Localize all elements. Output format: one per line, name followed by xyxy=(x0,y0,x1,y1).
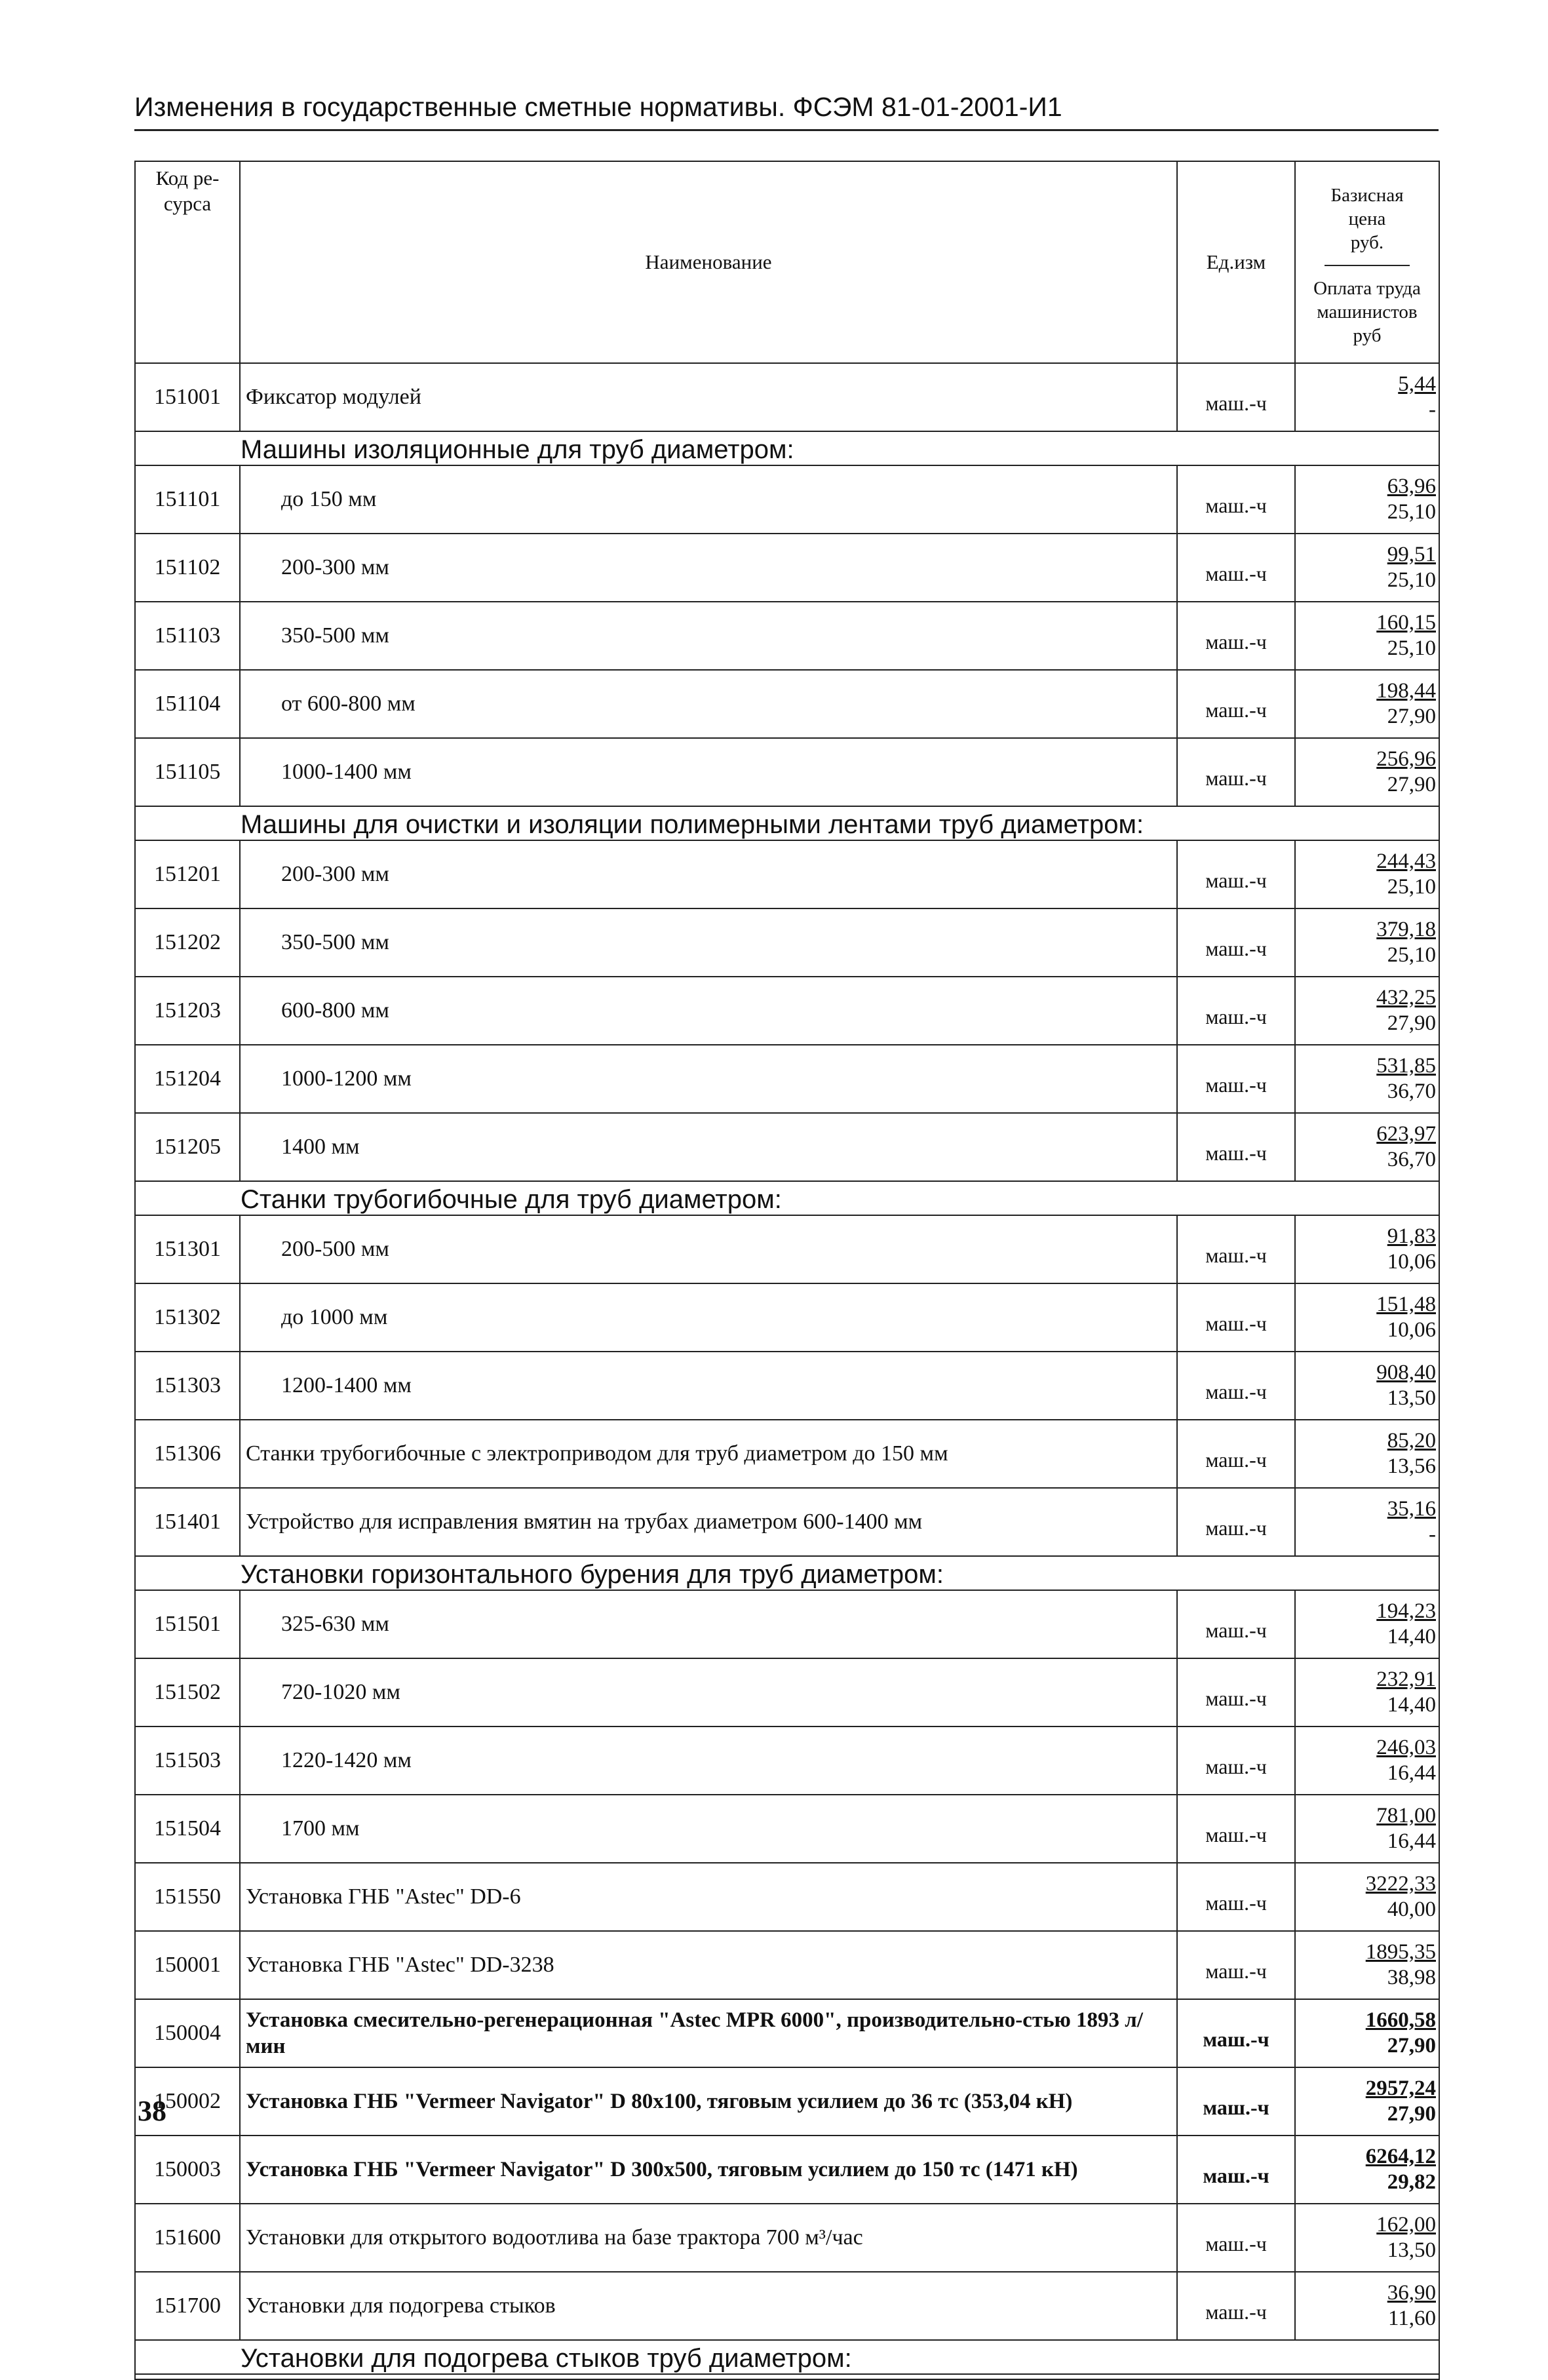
resource-unit: маш.-ч xyxy=(1177,2204,1295,2272)
resource-name: до 150 мм xyxy=(240,465,1177,534)
resource-unit: маш.-ч xyxy=(1177,1863,1295,1931)
base-price: 91,83 xyxy=(1387,1224,1436,1248)
operator-wage: - xyxy=(1429,398,1436,421)
table-row xyxy=(135,977,1439,1045)
operator-wage: 27,90 xyxy=(1387,1011,1436,1035)
base-price: 379,18 xyxy=(1376,918,1436,941)
base-price: 162,00 xyxy=(1376,2213,1436,2236)
page-number: 38 xyxy=(138,2095,166,2127)
operator-wage: 11,60 xyxy=(1387,2307,1436,2330)
resource-unit: маш.-ч xyxy=(1177,363,1295,431)
operator-wage: 13,50 xyxy=(1387,2238,1436,2262)
resource-name: Установки для открытого водоотлива на базе трактора 700 м³/час xyxy=(240,2204,1177,2272)
base-price: 232,91 xyxy=(1376,1668,1436,1691)
resource-name: до 1000 мм xyxy=(240,1283,1177,1352)
resource-name: 200-300 мм xyxy=(240,840,1177,908)
resource-name: Установка ГНБ "Vermeer Navigator" D 300x500, тяговым усилием до 150 тс (1471 кН) xyxy=(240,2136,1177,2204)
resource-code: 151205 xyxy=(135,1113,240,1181)
base-price: 36,90 xyxy=(1387,2281,1436,2305)
resource-unit: маш.-ч xyxy=(1177,670,1295,738)
resource-name: 1220-1420 мм xyxy=(240,1726,1177,1795)
column-header-code: Код ре- сурса xyxy=(135,161,240,363)
table-row xyxy=(135,2204,1439,2272)
resource-code: 151105 xyxy=(135,738,240,806)
resource-unit: маш.-ч xyxy=(1177,1045,1295,1113)
resource-name: Устройство для исправления вмятин на трубах диаметром 600-1400 мм xyxy=(240,1488,1177,1556)
resource-name: Установка ГНБ "Astec" DD-6 xyxy=(240,1863,1177,1931)
resource-price-cell xyxy=(1295,1283,1439,1352)
resource-name: от 600-800 мм xyxy=(240,670,1177,738)
operator-wage: 40,00 xyxy=(1387,1898,1436,1921)
table-row xyxy=(135,670,1439,738)
resource-unit: маш.-ч xyxy=(1177,1795,1295,1863)
resource-unit: маш.-ч xyxy=(1177,1931,1295,1999)
operator-wage: 27,90 xyxy=(1387,705,1436,728)
operator-wage: 25,10 xyxy=(1387,943,1436,967)
operator-wage: 25,10 xyxy=(1387,500,1436,524)
section-heading-row xyxy=(135,1181,1439,1215)
base-price: 3222,33 xyxy=(1365,1872,1436,1896)
section-heading: Машины для очистки и изоляции полимерными лентами труб диаметром: xyxy=(135,806,1439,840)
base-price: 908,40 xyxy=(1376,1361,1436,1384)
resource-code: 151504 xyxy=(135,1795,240,1863)
resource-unit: маш.-ч xyxy=(1177,1658,1295,1726)
resource-price-table xyxy=(134,161,1440,2380)
operator-wage: 27,90 xyxy=(1387,2034,1436,2058)
section-heading-row xyxy=(135,2340,1439,2374)
resource-name: 1200-1400 мм xyxy=(240,1352,1177,1420)
resource-code: 151301 xyxy=(135,1215,240,1283)
table-row xyxy=(135,738,1439,806)
resource-code: 151102 xyxy=(135,534,240,602)
table-row xyxy=(135,1045,1439,1113)
resource-code: 151700 xyxy=(135,2272,240,2340)
table-row xyxy=(135,1726,1439,1795)
resource-price-cell xyxy=(1295,670,1439,738)
resource-unit: маш.-ч xyxy=(1177,738,1295,806)
operator-wage: 10,06 xyxy=(1387,1250,1436,1274)
table-row xyxy=(135,1590,1439,1658)
resource-unit: маш.-ч xyxy=(1177,1215,1295,1283)
resource-unit: маш.-ч xyxy=(1177,1726,1295,1795)
resource-code: 150002 xyxy=(135,2067,240,2136)
table-row xyxy=(135,1488,1439,1556)
resource-price-cell xyxy=(1295,977,1439,1045)
resource-code: 150001 xyxy=(135,1931,240,1999)
table-row xyxy=(135,908,1439,977)
resource-price-cell xyxy=(1295,2204,1439,2272)
section-heading: Установки горизонтального бурения для труб диаметром: xyxy=(135,1556,1439,1590)
resource-price-cell xyxy=(1295,1863,1439,1931)
base-price: 244,43 xyxy=(1376,849,1436,873)
resource-code: 151101 xyxy=(135,465,240,534)
resource-code: 150004 xyxy=(135,1999,240,2067)
base-price: 1660,58 xyxy=(1365,2008,1436,2032)
resource-name: Установка ГНБ "Vermeer Navigator" D 80x100, тяговым усилием до 36 тс (353,04 кН) xyxy=(240,2067,1177,2136)
resource-price-cell xyxy=(1295,1999,1439,2067)
section-heading: Машины изоляционные для труб диаметром: xyxy=(135,431,1439,465)
resource-unit: маш.-ч xyxy=(1177,2272,1295,2340)
resource-price-cell xyxy=(1295,602,1439,670)
table-row xyxy=(135,465,1439,534)
resource-price-cell xyxy=(1295,2067,1439,2136)
operator-wage: 38,98 xyxy=(1387,1966,1436,1989)
resource-unit: маш.-ч xyxy=(1177,977,1295,1045)
resource-name: 200-500 мм xyxy=(240,1215,1177,1283)
operator-wage: 13,50 xyxy=(1387,1386,1436,1410)
column-header-operator-wage: Оплата труда машинистов руб xyxy=(1313,277,1421,347)
table-row xyxy=(135,1215,1439,1283)
table-row xyxy=(135,2136,1439,2204)
resource-code: 151503 xyxy=(135,1726,240,1795)
base-price: 160,15 xyxy=(1376,611,1436,634)
resource-name: Станки трубогибочные с электроприводом для труб диаметром до 150 мм xyxy=(240,1420,1177,1488)
resource-code: 151401 xyxy=(135,1488,240,1556)
resource-unit: маш.-ч xyxy=(1177,908,1295,977)
table-row xyxy=(135,840,1439,908)
base-price: 531,85 xyxy=(1376,1054,1436,1078)
operator-wage: 13,56 xyxy=(1387,1454,1436,1478)
resource-name: Установки для подогрева стыков xyxy=(240,2272,1177,2340)
resource-unit: маш.-ч xyxy=(1177,1420,1295,1488)
base-price: 2957,24 xyxy=(1365,2077,1436,2100)
section-heading-row xyxy=(135,1556,1439,1590)
base-price: 151,48 xyxy=(1376,1293,1436,1316)
resource-unit: маш.-ч xyxy=(1177,2067,1295,2136)
base-price: 1895,35 xyxy=(1365,1940,1436,1964)
table-row xyxy=(135,1931,1439,1999)
resource-price-cell xyxy=(1295,465,1439,534)
table-row xyxy=(135,1795,1439,1863)
table-row xyxy=(135,534,1439,602)
section-heading: Станки трубогибочные для труб диаметром: xyxy=(135,1181,1439,1215)
resource-code: 151103 xyxy=(135,602,240,670)
resource-price-cell xyxy=(1295,1420,1439,1488)
operator-wage: 27,90 xyxy=(1387,773,1436,796)
resource-name: 325-630 мм xyxy=(240,1590,1177,1658)
base-price: 99,51 xyxy=(1387,543,1436,566)
resource-unit: маш.-ч xyxy=(1177,465,1295,534)
resource-unit: маш.-ч xyxy=(1177,1999,1295,2067)
resource-name: 1700 мм xyxy=(240,1795,1177,1863)
resource-name: 1400 мм xyxy=(240,1113,1177,1181)
resource-code: 151600 xyxy=(135,2204,240,2272)
base-price: 432,25 xyxy=(1376,986,1436,1009)
operator-wage: 25,10 xyxy=(1387,636,1436,660)
resource-price-cell xyxy=(1295,2272,1439,2340)
resource-name: 720-1020 мм xyxy=(240,1658,1177,1726)
base-price: 63,96 xyxy=(1387,475,1436,498)
base-price: 35,16 xyxy=(1387,1497,1436,1521)
resource-code: 151306 xyxy=(135,1420,240,1488)
table-row xyxy=(135,1352,1439,1420)
resource-code: 151303 xyxy=(135,1352,240,1420)
column-header-unit: Ед.изм xyxy=(1177,161,1295,363)
resource-price-cell xyxy=(1295,908,1439,977)
resource-code: 151201 xyxy=(135,840,240,908)
operator-wage: 27,90 xyxy=(1387,2102,1436,2126)
table-row xyxy=(135,2067,1439,2136)
base-price: 623,97 xyxy=(1376,1122,1436,1146)
resource-price-cell xyxy=(1295,1590,1439,1658)
resource-unit: маш.-ч xyxy=(1177,534,1295,602)
operator-wage: 29,82 xyxy=(1387,2170,1436,2194)
table-row xyxy=(135,1283,1439,1352)
resource-name: Фиксатор модулей xyxy=(240,363,1177,431)
table-row xyxy=(135,2272,1439,2340)
table-row xyxy=(135,1999,1439,2067)
resource-code: 151203 xyxy=(135,977,240,1045)
resource-price-cell xyxy=(1295,2136,1439,2204)
table-end-cell xyxy=(135,2374,1439,2379)
resource-code: 151502 xyxy=(135,1658,240,1726)
resource-unit: маш.-ч xyxy=(1177,1283,1295,1352)
resource-code: 151302 xyxy=(135,1283,240,1352)
resource-name: 350-500 мм xyxy=(240,908,1177,977)
table-row xyxy=(135,602,1439,670)
base-price: 256,96 xyxy=(1376,747,1436,771)
resource-name: 1000-1400 мм xyxy=(240,738,1177,806)
page-header: Изменения в государственные сметные нормативы. ФСЭМ 81-01-2001-И1 xyxy=(134,92,1439,131)
operator-wage: 25,10 xyxy=(1387,568,1436,592)
base-price: 5,44 xyxy=(1398,372,1436,396)
resource-unit: маш.-ч xyxy=(1177,1113,1295,1181)
table-body xyxy=(135,363,1439,2379)
section-heading-row xyxy=(135,806,1439,840)
operator-wage: 36,70 xyxy=(1387,1080,1436,1103)
resource-price-cell xyxy=(1295,1726,1439,1795)
resource-code: 151104 xyxy=(135,670,240,738)
resource-name: 200-300 мм xyxy=(240,534,1177,602)
resource-name: 350-500 мм xyxy=(240,602,1177,670)
section-heading-row xyxy=(135,431,1439,465)
resource-unit: маш.-ч xyxy=(1177,602,1295,670)
resource-price-cell xyxy=(1295,1113,1439,1181)
resource-price-cell xyxy=(1295,1795,1439,1863)
resource-name: Установка ГНБ "Astec" DD-3238 xyxy=(240,1931,1177,1999)
resource-unit: маш.-ч xyxy=(1177,1488,1295,1556)
resource-unit: маш.-ч xyxy=(1177,840,1295,908)
resource-price-cell xyxy=(1295,840,1439,908)
base-price: 198,44 xyxy=(1376,679,1436,703)
operator-wage: 14,40 xyxy=(1387,1625,1436,1648)
operator-wage: 14,40 xyxy=(1387,1693,1436,1717)
table-row xyxy=(135,1863,1439,1931)
resource-price-cell xyxy=(1295,1931,1439,1999)
resource-code: 151204 xyxy=(135,1045,240,1113)
table-row xyxy=(135,1658,1439,1726)
resource-price-cell xyxy=(1295,1352,1439,1420)
operator-wage: 16,44 xyxy=(1387,1829,1436,1853)
table-row xyxy=(135,1420,1439,1488)
base-price: 781,00 xyxy=(1376,1804,1436,1827)
operator-wage: 25,10 xyxy=(1387,875,1436,899)
base-price: 6264,12 xyxy=(1365,2145,1436,2168)
resource-code: 151001 xyxy=(135,363,240,431)
resource-code: 151501 xyxy=(135,1590,240,1658)
resource-unit: маш.-ч xyxy=(1177,1352,1295,1420)
operator-wage: 36,70 xyxy=(1387,1148,1436,1171)
resource-unit: маш.-ч xyxy=(1177,2136,1295,2204)
resource-price-cell xyxy=(1295,1215,1439,1283)
resource-price-cell xyxy=(1295,1488,1439,1556)
resource-name: Установка смесительно-регенерационная "Astec MPR 6000", производительно-стью 1893 л/мин xyxy=(240,1999,1177,2067)
resource-price-cell xyxy=(1295,738,1439,806)
resource-unit: маш.-ч xyxy=(1177,1590,1295,1658)
column-header-base-price: Базисная цена руб. xyxy=(1330,184,1404,254)
resource-price-cell xyxy=(1295,363,1439,431)
section-heading: Установки для подогрева стыков труб диаметром: xyxy=(135,2340,1439,2374)
resource-name: 1000-1200 мм xyxy=(240,1045,1177,1113)
resource-name: 600-800 мм xyxy=(240,977,1177,1045)
base-price: 85,20 xyxy=(1387,1429,1436,1453)
base-price: 246,03 xyxy=(1376,1736,1436,1759)
column-header-price xyxy=(1295,161,1439,363)
operator-wage: 10,06 xyxy=(1387,1318,1436,1342)
resource-code: 151550 xyxy=(135,1863,240,1931)
operator-wage: - xyxy=(1429,1523,1436,1546)
resource-price-cell xyxy=(1295,1045,1439,1113)
resource-price-cell xyxy=(1295,534,1439,602)
resource-price-cell xyxy=(1295,1658,1439,1726)
resource-code: 151202 xyxy=(135,908,240,977)
table-end-row xyxy=(135,2374,1439,2379)
table-row xyxy=(135,363,1439,431)
base-price: 194,23 xyxy=(1376,1599,1436,1623)
table-header-row xyxy=(135,161,1439,363)
resource-code: 150003 xyxy=(135,2136,240,2204)
column-header-name: Наименование xyxy=(240,161,1177,363)
operator-wage: 16,44 xyxy=(1387,1761,1436,1785)
table-row xyxy=(135,1113,1439,1181)
